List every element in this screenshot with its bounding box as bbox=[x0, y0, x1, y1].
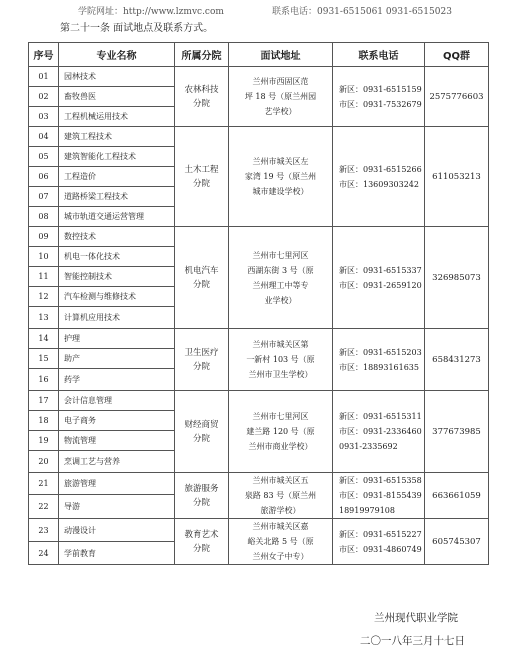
row-number: 08 bbox=[29, 207, 59, 227]
address-cell-line: 兰州市商业学校） bbox=[248, 442, 313, 451]
phone-cell bbox=[333, 227, 425, 329]
address-cell-line: 西湖东街 3 号（原 bbox=[247, 265, 314, 275]
phone-cell-line: 新区：0931-6515337 bbox=[339, 265, 422, 275]
article-title: 第二十一条 面试地点及联系方式。 bbox=[60, 23, 214, 34]
address-cell bbox=[229, 329, 333, 391]
department-cell-line: 分院 bbox=[192, 433, 210, 444]
major-name: 智能控制技术 bbox=[59, 267, 175, 287]
major-name: 学前教育 bbox=[59, 542, 175, 565]
table-row bbox=[29, 329, 489, 349]
major-name: 机电一体化技术 bbox=[59, 247, 175, 267]
address-cell-line: 兰州市城关区五 bbox=[252, 476, 309, 485]
address-cell-line: 峪关北路 5 号（原 bbox=[247, 537, 314, 546]
phone-cell-line: 市区：13609303242 bbox=[339, 179, 419, 189]
department-cell bbox=[175, 391, 229, 473]
phone-cell-line: 新区：0931-6515203 bbox=[339, 347, 422, 357]
department-cell-line: 分院 bbox=[192, 279, 210, 290]
qq-group-cell: 611053213 bbox=[425, 127, 489, 227]
phone-cell-line: 市区：18893161635 bbox=[339, 362, 419, 372]
address-cell-line: 艺学校） bbox=[264, 107, 297, 116]
department-cell-line: 机电汽车 bbox=[184, 265, 219, 276]
phone-cell-line: 18919979108 bbox=[339, 506, 395, 515]
table-row bbox=[29, 127, 489, 147]
department-cell bbox=[175, 329, 229, 391]
address-cell-line: 城市建设学校） bbox=[252, 187, 309, 196]
qq-group-cell: 2575776603 bbox=[425, 67, 489, 127]
phone-cell-line: 市区：0931-2659120 bbox=[339, 280, 422, 290]
qq-group-cell: 605745307 bbox=[425, 519, 489, 565]
row-number: 11 bbox=[29, 267, 59, 287]
row-number: 14 bbox=[29, 329, 59, 349]
department-cell-line: 旅游服务 bbox=[184, 483, 219, 494]
major-name: 汽车检测与维修技术 bbox=[59, 287, 175, 307]
address-cell bbox=[229, 473, 333, 519]
column-header-department: 所属分院 bbox=[175, 43, 229, 67]
department-cell-line: 分院 bbox=[192, 98, 210, 109]
qq-group-cell: 658431273 bbox=[425, 329, 489, 391]
address-cell-line: 旅游学校） bbox=[260, 506, 301, 515]
major-name: 城市轨道交通运营管理 bbox=[59, 207, 175, 227]
table-row bbox=[29, 519, 489, 542]
address-cell-line: 兰州市西固区范 bbox=[252, 77, 309, 86]
row-number: 13 bbox=[29, 307, 59, 329]
address-cell-line: 兰州市城关区第 bbox=[252, 340, 309, 349]
major-name: 助产 bbox=[59, 349, 175, 369]
major-name: 工程机械运用技术 bbox=[59, 107, 175, 127]
department-cell-line: 教育艺术 bbox=[184, 529, 219, 540]
department-cell-line: 财经商贸 bbox=[184, 419, 219, 430]
row-number: 15 bbox=[29, 349, 59, 369]
phone-cell-line: 新区：0931-6515358 bbox=[339, 476, 422, 485]
major-name: 建筑工程技术 bbox=[59, 127, 175, 147]
phone-cell-line: 新区：0931-6515311 bbox=[339, 412, 422, 421]
major-name: 旅游管理 bbox=[59, 473, 175, 495]
phone-cell bbox=[333, 473, 425, 519]
phone-cell-line: 市区：0931-4860749 bbox=[339, 544, 422, 554]
major-name: 道路桥梁工程技术 bbox=[59, 187, 175, 207]
table-header-row bbox=[29, 43, 489, 67]
address-cell-line: 家湾 19 号（原兰州 bbox=[244, 172, 317, 181]
row-number: 09 bbox=[29, 227, 59, 247]
row-number: 12 bbox=[29, 287, 59, 307]
table-body bbox=[29, 67, 489, 565]
address-cell-line: 兰州市七里河区 bbox=[252, 412, 309, 421]
major-name: 工程造价 bbox=[59, 167, 175, 187]
department-cell bbox=[175, 473, 229, 519]
phone-cell bbox=[333, 67, 425, 127]
table-row bbox=[29, 227, 489, 247]
address-cell-line: 兰州市卫生学校） bbox=[248, 370, 313, 379]
row-number: 02 bbox=[29, 87, 59, 107]
phone-cell-line: 市区：0931-7532679 bbox=[339, 99, 422, 109]
address-cell-line: 兰州市城关区嘉 bbox=[252, 522, 309, 531]
phone-cell bbox=[333, 391, 425, 473]
address-cell-line: 兰州市七里河区 bbox=[252, 250, 309, 260]
department-cell-line: 农林科技 bbox=[184, 84, 219, 95]
row-number: 07 bbox=[29, 187, 59, 207]
row-number: 21 bbox=[29, 473, 59, 495]
major-name: 物流管理 bbox=[59, 431, 175, 451]
department-cell bbox=[175, 519, 229, 565]
department-cell bbox=[175, 127, 229, 227]
footer-organization: 兰州现代职业学院 bbox=[374, 612, 458, 624]
interview-contact-table bbox=[28, 42, 489, 565]
row-number: 18 bbox=[29, 411, 59, 431]
row-number: 03 bbox=[29, 107, 59, 127]
major-name: 烹调工艺与营养 bbox=[59, 451, 175, 473]
footer-date: 二〇一八年三月十七日 bbox=[360, 635, 465, 647]
major-name: 计算机应用技术 bbox=[59, 307, 175, 329]
table-row bbox=[29, 473, 489, 495]
row-number: 06 bbox=[29, 167, 59, 187]
row-number: 04 bbox=[29, 127, 59, 147]
row-number: 20 bbox=[29, 451, 59, 473]
row-number: 24 bbox=[29, 542, 59, 565]
major-name: 动漫设计 bbox=[59, 519, 175, 542]
phone-cell-line: 新区：0931-6515227 bbox=[339, 529, 422, 539]
address-cell bbox=[229, 127, 333, 227]
major-name: 药学 bbox=[59, 369, 175, 391]
address-cell-line: 建兰路 120 号（原 bbox=[246, 427, 315, 436]
address-cell bbox=[229, 67, 333, 127]
row-number: 22 bbox=[29, 494, 59, 518]
row-number: 23 bbox=[29, 519, 59, 542]
department-cell bbox=[175, 67, 229, 127]
qq-group-cell: 377673985 bbox=[425, 391, 489, 473]
row-number: 10 bbox=[29, 247, 59, 267]
department-cell-line: 分院 bbox=[192, 497, 210, 508]
department-cell-line: 卫生医疗 bbox=[184, 347, 219, 358]
phone-cell bbox=[333, 127, 425, 227]
row-number: 19 bbox=[29, 431, 59, 451]
address-cell bbox=[229, 519, 333, 565]
phone-cell-line: 新区：0931-6515266 bbox=[339, 164, 422, 174]
table-row bbox=[29, 67, 489, 87]
department-cell-line: 分院 bbox=[192, 361, 210, 372]
address-cell bbox=[229, 227, 333, 329]
major-name: 导游 bbox=[59, 494, 175, 518]
address-cell-line: 一新村 103 号（原 bbox=[246, 355, 315, 364]
address-cell-line: 兰州女子中专） bbox=[252, 552, 309, 561]
department-cell-line: 分院 bbox=[192, 178, 210, 189]
row-number: 01 bbox=[29, 67, 59, 87]
column-header-address: 面试地址 bbox=[229, 43, 333, 67]
column-header-number: 序号 bbox=[29, 43, 59, 67]
row-number: 17 bbox=[29, 391, 59, 411]
phone-cell-line: 0931-2335692 bbox=[339, 442, 398, 451]
qq-group-cell: 663661059 bbox=[425, 473, 489, 519]
row-number: 05 bbox=[29, 147, 59, 167]
contact-phone-text: 联系电话：0931-6515061 0931-6515023 bbox=[272, 7, 452, 17]
address-cell bbox=[229, 391, 333, 473]
major-name: 建筑智能化工程技术 bbox=[59, 147, 175, 167]
phone-cell-line: 新区：0931-6515159 bbox=[339, 84, 422, 94]
department-cell-line: 分院 bbox=[192, 543, 210, 554]
department-cell bbox=[175, 227, 229, 329]
phone-cell bbox=[333, 519, 425, 565]
address-cell-line: 坪 18 号（原兰州园 bbox=[244, 92, 317, 101]
address-cell-line: 业学校） bbox=[264, 295, 297, 305]
table-row bbox=[29, 391, 489, 411]
address-cell-line: 兰州理工中等专 bbox=[252, 280, 309, 290]
major-name: 护理 bbox=[59, 329, 175, 349]
major-name: 电子商务 bbox=[59, 411, 175, 431]
address-cell-line: 兰州市城关区左 bbox=[252, 157, 309, 166]
row-number: 16 bbox=[29, 369, 59, 391]
phone-cell-line: 市区：0931-8155439 bbox=[339, 491, 422, 500]
department-cell-line: 土木工程 bbox=[184, 164, 219, 175]
major-name: 会计信息管理 bbox=[59, 391, 175, 411]
website-text: 学院网址：http://www.lzmvc.com bbox=[78, 7, 224, 17]
address-cell-line: 泉路 83 号（原兰州 bbox=[244, 491, 317, 500]
major-name: 畜牧兽医 bbox=[59, 87, 175, 107]
phone-cell bbox=[333, 329, 425, 391]
qq-group-cell: 326985073 bbox=[425, 227, 489, 329]
major-name: 园林技术 bbox=[59, 67, 175, 87]
column-header-major: 专业名称 bbox=[59, 43, 175, 67]
phone-cell-line: 市区：0931-2336460 bbox=[339, 427, 422, 436]
major-name: 数控技术 bbox=[59, 227, 175, 247]
column-header-phone: 联系电话 bbox=[333, 43, 425, 67]
column-header-qq-group: QQ群 bbox=[425, 43, 489, 67]
